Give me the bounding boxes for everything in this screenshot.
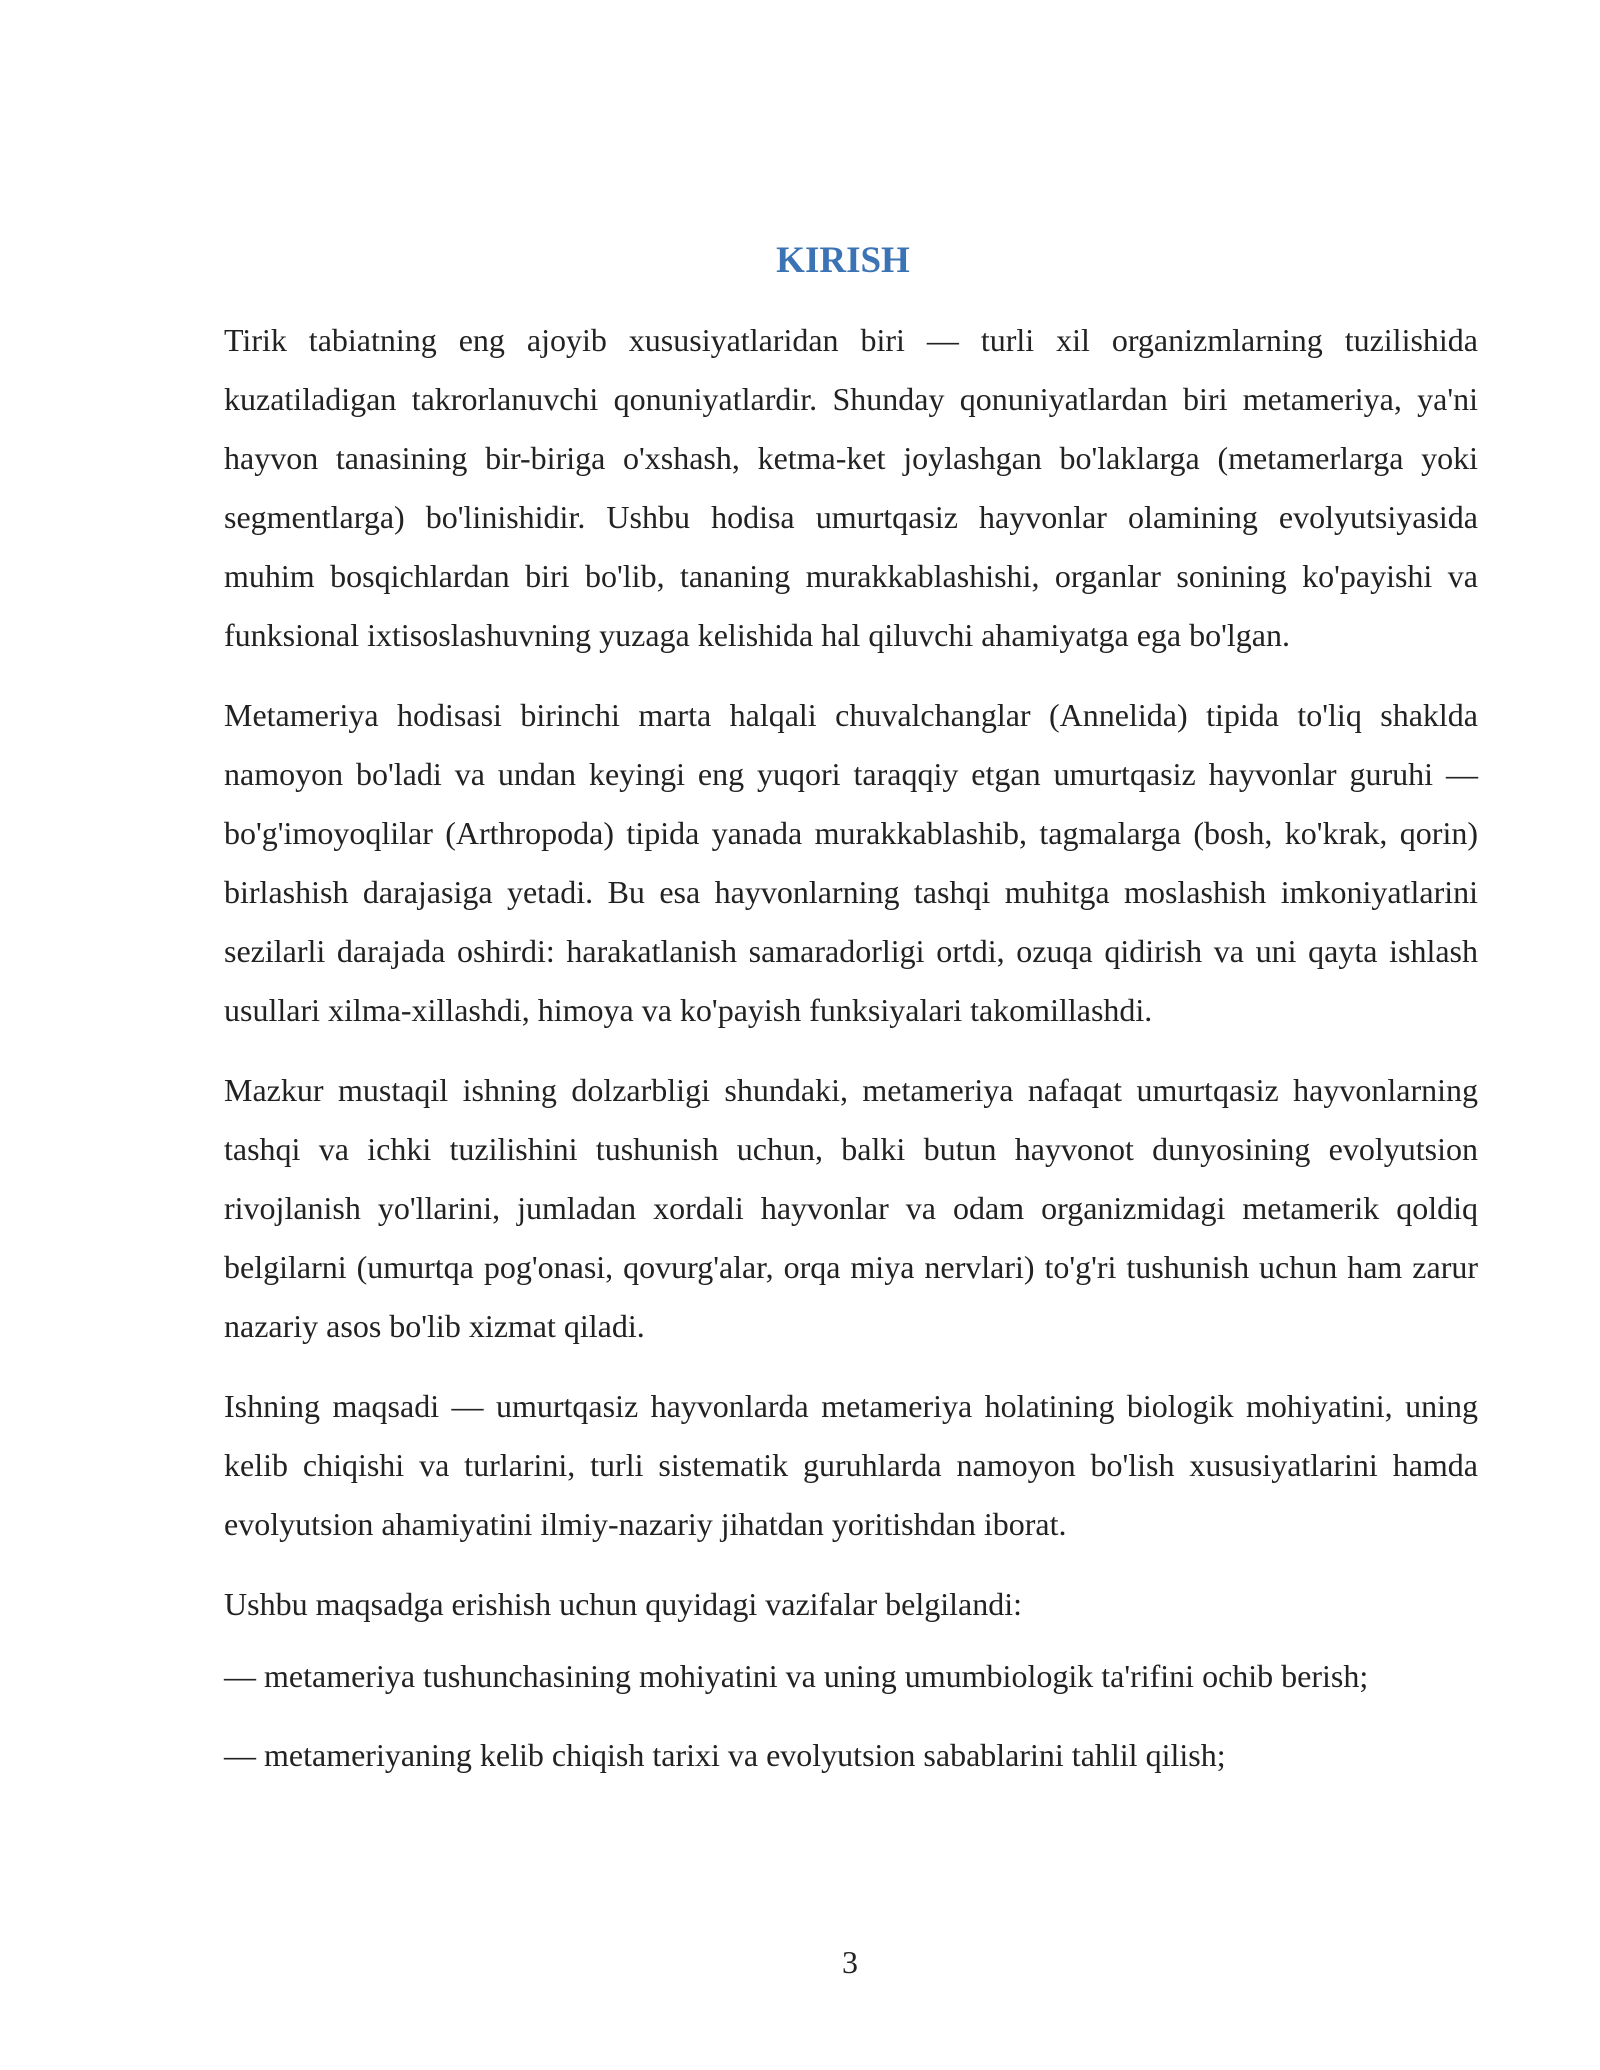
body-text xyxy=(224,311,1478,1805)
task-item: — metameriyaning kelib chiqish tarixi va evolyutsion sabablarini tahlil qilish; xyxy=(224,1737,1226,1773)
paragraph-goal: Ishning maqsadi — umurtqasiz hayvonlarda metameriya holatining biologik mohiyatini, uning kelib chiqishi va turlarini, turli sistematik guruhlarda namoyon bo'lish xususiyatlarini hamda evolyutsion ahamiyatini ilmiy-nazariy jihatdan yoritishdan iborat. xyxy=(224,1388,1478,1542)
paragraph-annelida: Metameriya hodisasi birinchi marta halqali chuvalchanglar (Annelida) tipida to'liq shaklda namoyon bo'ladi va undan keyingi eng yuqori taraqqiy etgan umurtqasiz hayvonlar guruhi — bo'g'imoyoqlilar (Arthropoda) tipida yanada murakkablashib, tagmalarga (bosh, ko'krak, qorin) birlashish darajasiga yetadi. Bu esa hayvonlarning tashqi muhitga moslashish imkoniyatlarini sezilarli darajada oshirdi: harakatlanish samaradorligi ortdi, ozuqa qidirish va uni qayta ishlash usullari xilma-xillashdi, himoya va ko'payish funksiyalari takomillashdi. xyxy=(224,697,1478,1028)
paragraph-tasks-intro: Ushbu maqsadga erishish uchun quyidagi vazifalar belgilandi: xyxy=(224,1586,1023,1622)
section-heading: KIRISH xyxy=(776,240,910,281)
paragraph-intro: Tirik tabiatning eng ajoyib xususiyatlaridan biri — turli xil organizmlarning tuzilishida kuzatiladigan takrorlanuvchi qonuniyatlardir. Shunday qonuniyatlardan biri metameriya, ya'ni hayvon tanasining bir-biriga o'xshash, ketma-ket joylashgan bo'laklarga (metamerlarga yoki segmentlarga) bo'linishidir. Ushbu hodisa umurtqasiz hayvonlar olamining evolyutsiyasida muhim bosqichlardan biri bo'lib, tananing murakkablashishi, organlar sonining ko'payishi va funksional ixtisoslashuvning yuzaga kelishida hal qiluvchi ahamiyatga ega bo'lgan. xyxy=(224,322,1478,653)
task-item: — metameriya tushunchasining mohiyatini va uning umumbiologik ta'rifini ochib berish; xyxy=(224,1658,1369,1694)
page-number: 3 xyxy=(842,1944,858,1980)
paragraph-relevance: Mazkur mustaqil ishning dolzarbligi shundaki, metameriya nafaqat umurtqasiz hayvonlarning tashqi va ichki tuzilishini tushunish uchun, balki butun hayvonot dunyosining evolyutsion rivojlanish yo'llarini, jumladan xordali hayvonlar va odam organizmidagi metamerik qoldiq belgilarni (umurtqa pog'onasi, qovurg'alar, orqa miya nervlari) to'g'ri tushunish uchun ham zarur nazariy asos bo'lib xizmat qiladi. xyxy=(224,1072,1478,1344)
